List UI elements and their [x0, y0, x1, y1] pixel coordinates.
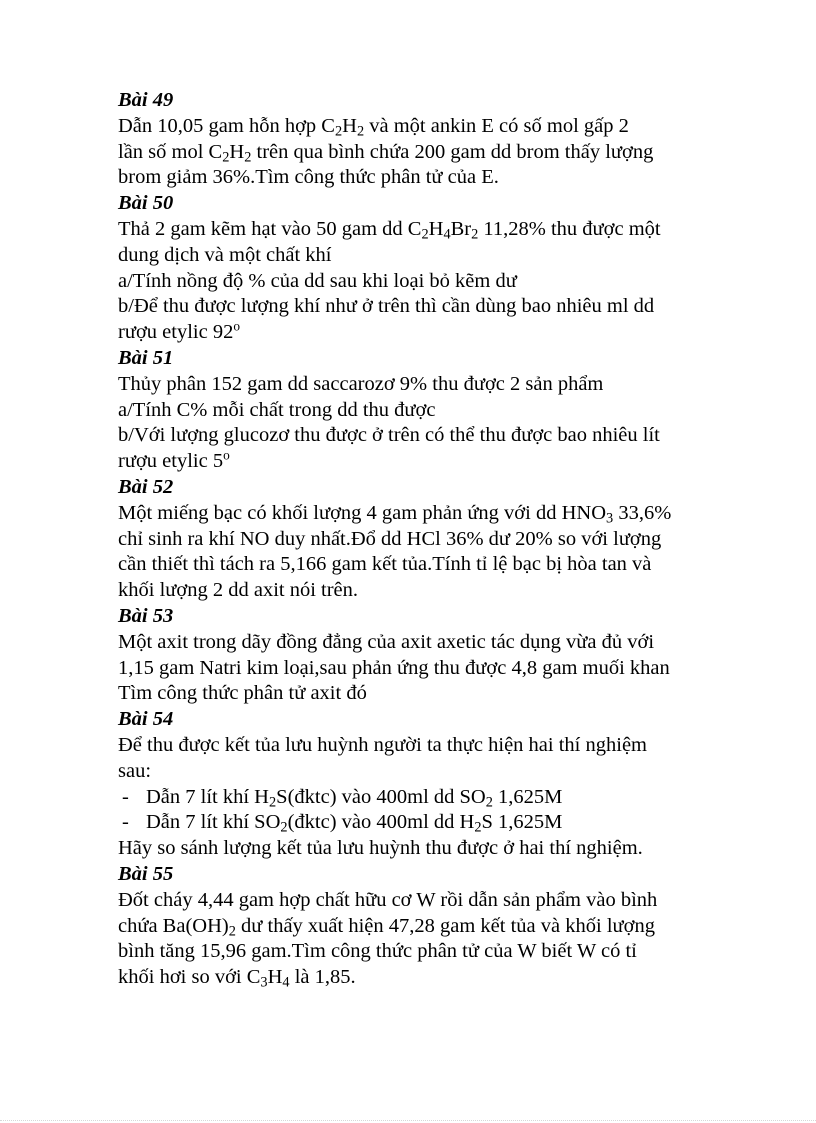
- text-run: dung dịch và một chất khí: [118, 243, 332, 266]
- dash-bullet: -: [122, 811, 129, 834]
- text-line: [118, 759, 718, 785]
- text-line: [118, 656, 718, 682]
- text-run: cần thiết thì tách ra 5,166 gam kết tủa.Tính tỉ lệ bạc bị hòa tan và: [118, 553, 652, 576]
- subscript: 2: [421, 226, 429, 243]
- text-run: và một ankin E có số mol gấp 2: [364, 114, 629, 137]
- text-run: khối hơi so với C: [118, 966, 261, 989]
- problem-heading: Bài 51: [118, 346, 174, 369]
- text-run: Một miếng bạc có khối lượng 4 gam phản ứng với dd HNO: [118, 501, 607, 524]
- text-run: rượu etylic 92: [118, 321, 234, 344]
- text-run: Để thu được kết tủa lưu huỳnh người ta thực hiện hai thí nghiệm: [118, 733, 647, 756]
- text-line: [118, 501, 718, 527]
- text-run: sau:: [118, 759, 152, 782]
- text-run: bình tăng 15,96 gam.Tìm công thức phân tử của W biết W có tỉ: [118, 940, 637, 963]
- problem-section: [118, 346, 718, 475]
- problem-section: [118, 707, 718, 862]
- text-line: [118, 630, 718, 656]
- text-run: Dẫn 7 lít khí SO: [146, 811, 281, 834]
- text-line: [118, 733, 718, 759]
- text-run: H: [342, 114, 357, 137]
- text-run: Hãy so sánh lượng kết tủa lưu huỳnh thu được ở hai thí nghiệm.: [118, 837, 643, 860]
- text-run: chỉ sinh ra khí NO duy nhất.Đổ dd HCl 36% dư 20% so với lượng: [118, 527, 662, 550]
- text-run: dư thấy xuất hiện 47,28 gam kết tủa và khối lượng: [235, 914, 655, 937]
- text-run: Dẫn 10,05 gam hỗn hợp C: [118, 114, 335, 137]
- text-run: (đktc) vào 400ml dd H: [287, 811, 475, 834]
- text-run: Tìm công thức phân tử axit đó: [118, 682, 367, 705]
- bullet-line: [118, 785, 718, 811]
- problem-heading: Bài 50: [118, 192, 174, 215]
- subscript: 2: [334, 123, 343, 140]
- degree-superscript: o: [233, 318, 240, 334]
- text-run: 11,28% thu được một: [478, 217, 661, 240]
- text-run: chứa Ba(OH): [118, 914, 229, 937]
- page-bottom-divider: [0, 1120, 816, 1122]
- text-run: rượu etylic 5: [118, 450, 224, 473]
- text-line: [118, 681, 718, 707]
- text-line: [118, 939, 718, 965]
- problem-heading: Bài 54: [118, 708, 174, 731]
- text-line: [118, 836, 718, 862]
- problem-section: [118, 475, 718, 604]
- problem-heading: Bài 55: [118, 862, 174, 885]
- text-run: khối lượng 2 dd axit nói trên.: [118, 579, 359, 602]
- text-run: Thả 2 gam kẽm hạt vào 50 gam dd C: [118, 217, 422, 240]
- subscript: 2: [228, 923, 236, 940]
- text-line: [118, 888, 718, 914]
- text-line: [118, 423, 718, 449]
- subscript: 2: [280, 819, 288, 836]
- text-run: H: [428, 217, 444, 240]
- text-run: Br: [450, 217, 472, 240]
- dash-bullet: -: [122, 785, 129, 808]
- text-line: [118, 914, 718, 940]
- text-line: [118, 965, 718, 991]
- text-run: Một axit trong dãy đồng đẳng của axit axetic tác dụng vừa đủ với: [118, 630, 655, 653]
- degree-superscript: o: [223, 447, 230, 463]
- text-run: 1,15 gam Natri kim loại,sau phản ứng thu được 4,8 gam muối khan: [118, 656, 670, 679]
- subscript: 2: [474, 819, 482, 836]
- text-line: [118, 527, 718, 553]
- subscript: 4: [282, 974, 290, 991]
- text-run: lần số mol C: [118, 140, 223, 163]
- text-run: trên qua bình chứa 200 gam dd brom thấy lượng: [251, 140, 654, 163]
- subscript: 2: [485, 794, 493, 811]
- problem-heading: Bài 49: [118, 89, 174, 111]
- text-line: [118, 398, 718, 424]
- text-line: [118, 294, 718, 320]
- subscript: 4: [443, 226, 451, 243]
- text-line: [118, 372, 718, 398]
- problem-section: [118, 862, 718, 991]
- subscript: 3: [260, 974, 268, 991]
- problem-section: [118, 88, 718, 191]
- text-run: Thủy phân 152 gam dd saccarozơ 9% thu được 2 sản phẩm: [118, 372, 604, 395]
- text-run: Dẫn 7 lít khí H: [146, 785, 269, 808]
- problem-section: [118, 191, 718, 346]
- text-run: 1,625M: [492, 785, 563, 808]
- text-line: [118, 217, 718, 243]
- text-line: [118, 243, 718, 269]
- subscript: 2: [222, 149, 230, 166]
- text-line: [118, 114, 718, 140]
- text-line: [118, 578, 718, 604]
- text-run: Đốt cháy 4,44 gam hợp chất hữu cơ W rồi dẫn sản phẩm vào bình: [118, 888, 658, 911]
- problem-heading: Bài 52: [118, 475, 174, 498]
- text-line: [118, 552, 718, 578]
- text-run: a/Tính C% mỗi chất trong dd thu được: [118, 398, 436, 421]
- text-run: là 1,85.: [289, 966, 356, 989]
- text-line: [118, 449, 718, 475]
- subscript: 3: [606, 510, 614, 527]
- subscript: 2: [269, 794, 277, 811]
- text-run: a/Tính nồng độ % của dd sau khi loại bỏ kẽm dư: [118, 269, 517, 292]
- text-run: S 1,625M: [481, 811, 563, 834]
- text-run: H: [229, 140, 245, 163]
- subscript: 2: [244, 149, 252, 166]
- text-line: [118, 165, 718, 191]
- problem-section: [118, 604, 718, 707]
- text-run: S(đktc) vào 400ml dd SO: [276, 785, 486, 808]
- text-line: [118, 269, 718, 295]
- text-run: H: [267, 966, 283, 989]
- text-run: brom giảm 36%.Tìm công thức phân tử của E.: [118, 166, 499, 189]
- text-line: [118, 140, 718, 166]
- bullet-line: [118, 810, 718, 836]
- text-line: [118, 320, 718, 346]
- subscript: 2: [471, 226, 479, 243]
- subscript: 2: [356, 123, 365, 140]
- document-page: [118, 88, 718, 991]
- text-run: b/Để thu được lượng khí như ở trên thì cần dùng bao nhiêu ml dd: [118, 295, 655, 318]
- problem-heading: Bài 53: [118, 604, 174, 627]
- text-run: b/Với lượng glucozơ thu được ở trên có thể thu được bao nhiêu lít: [118, 424, 660, 447]
- text-run: 33,6%: [613, 501, 672, 524]
